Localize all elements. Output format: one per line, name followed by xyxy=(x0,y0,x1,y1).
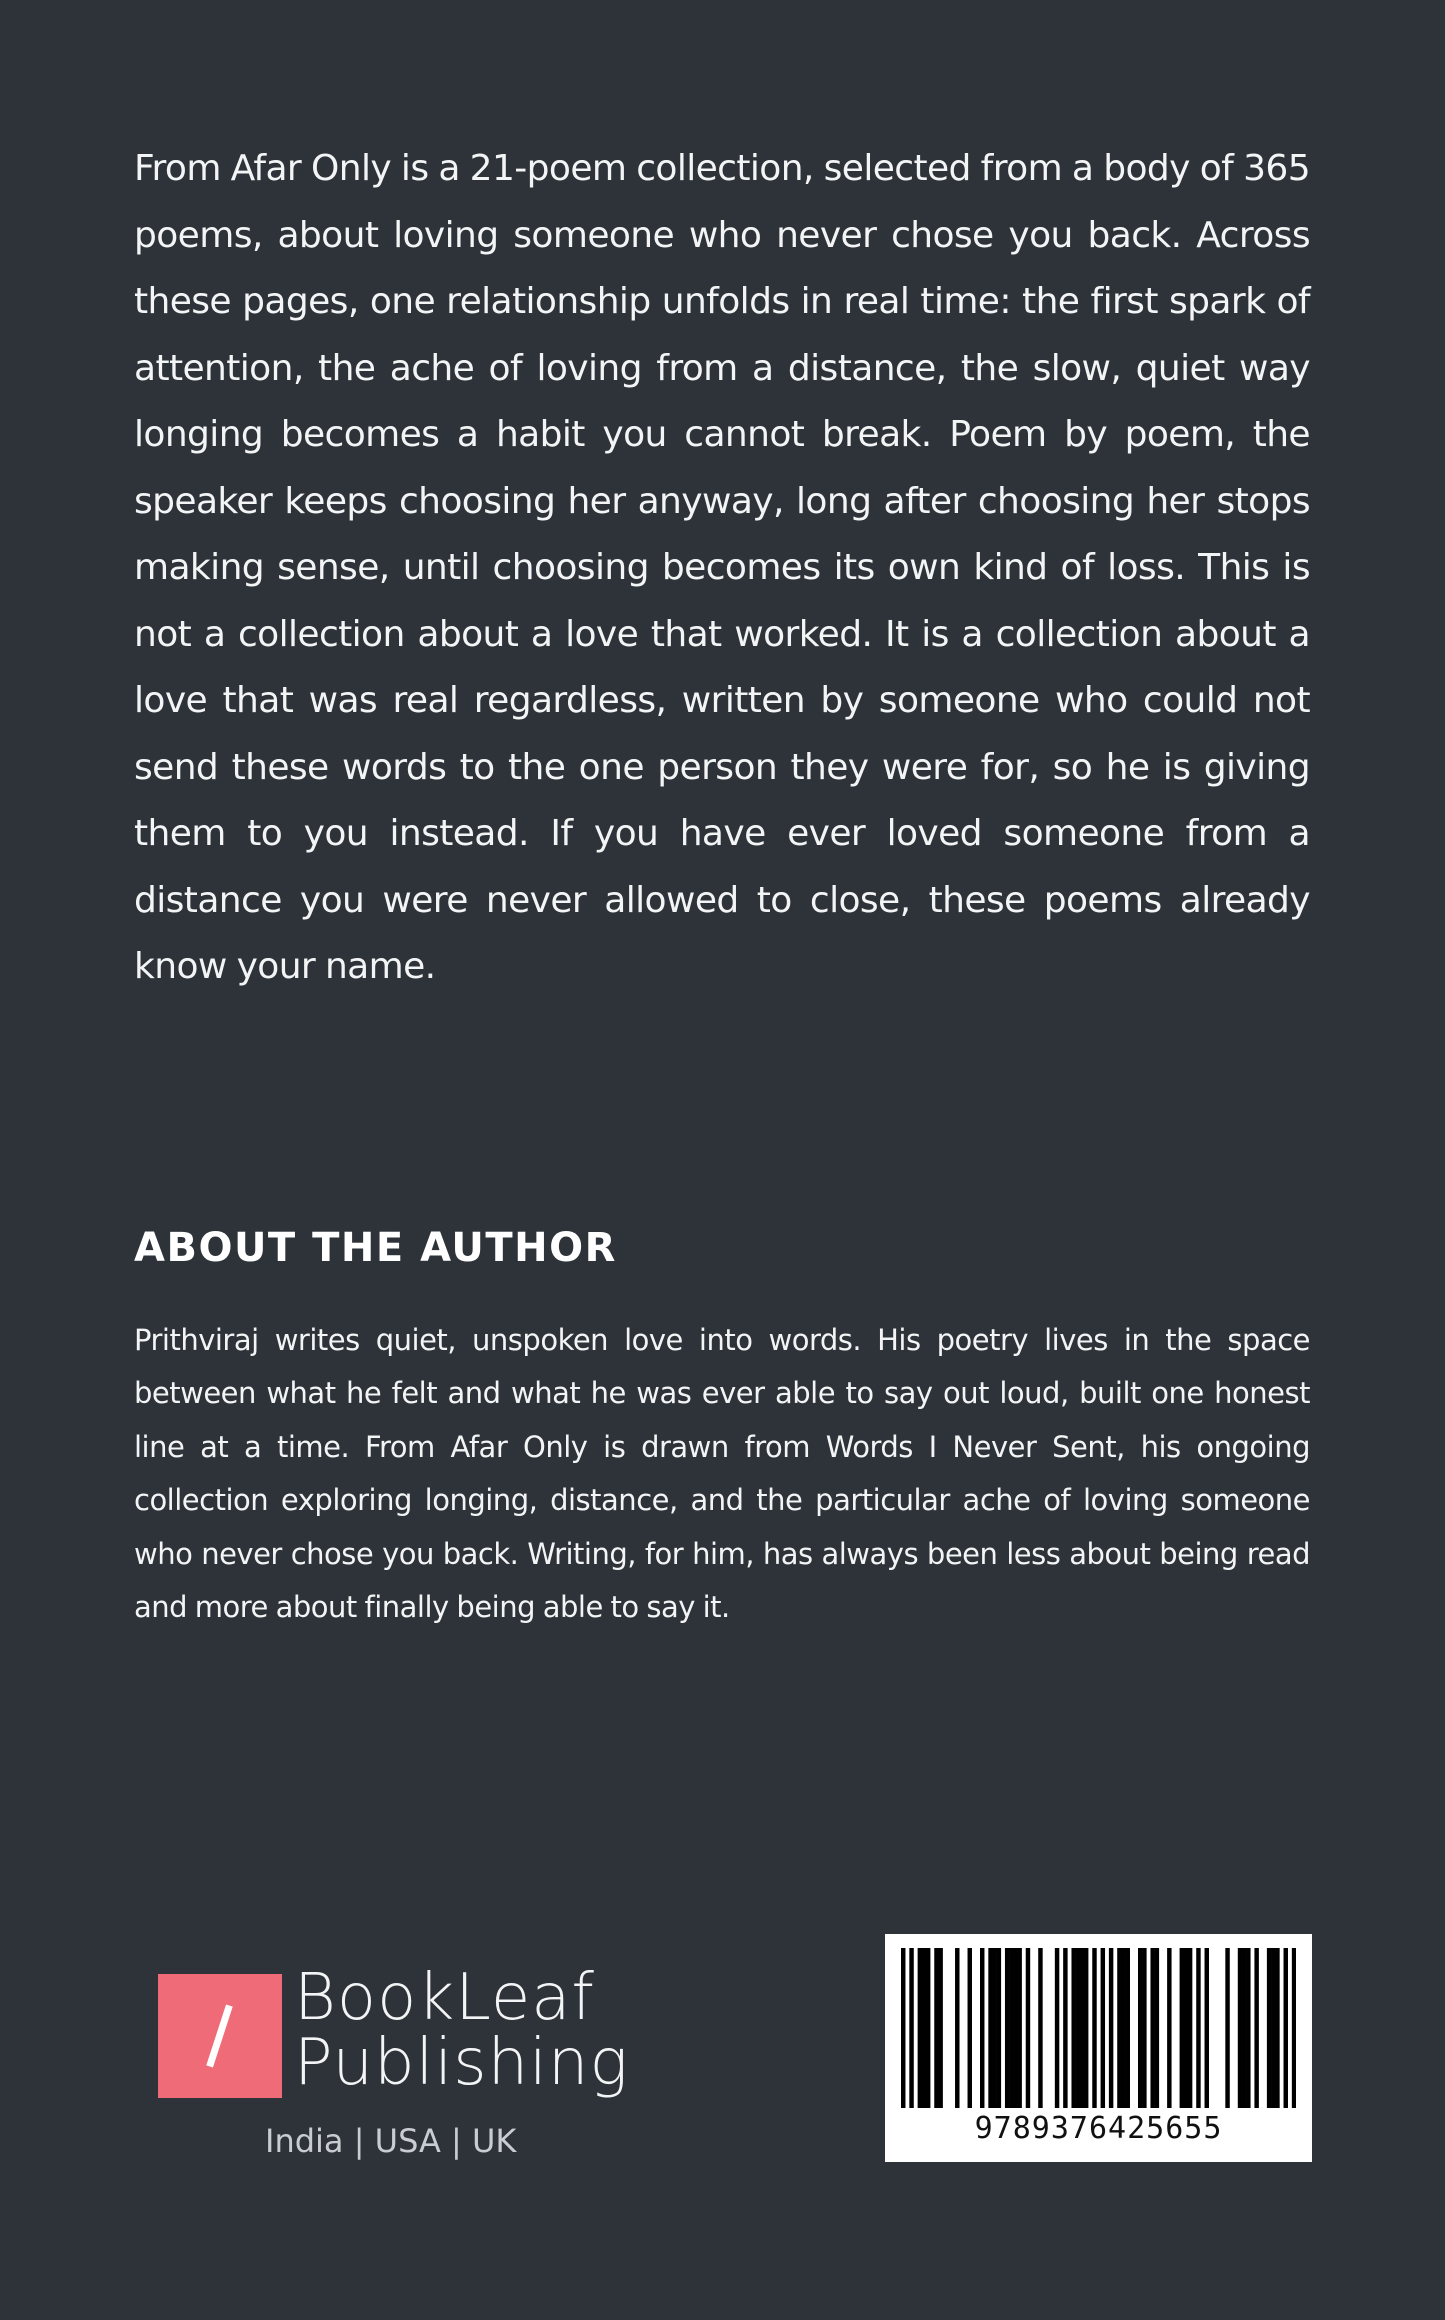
book-blurb: From Afar Only is a 21-poem collection, selected from a body of 365 poems, about loving someone who never chose you back. Across these pages, one relationship unfolds in real time: the first spark of attention, the ache of loving from a distance, the slow, quiet way longing becomes a habit you cannot break. Poem by poem, the speaker keeps choosing her anyway, long after choosing her stops making sense, until choosing becomes its own kind of loss. This is not a collection about a love that worked. It is a collection about a love that was real regardless, written by someone who could not send these words to the one person they were for, so he is giving them to you instead. If you have ever loved someone from a distance you were never allowed to close, these poems already know your name. xyxy=(134,148,1310,987)
isbn-barcode xyxy=(885,1934,1312,2162)
barcode-bar xyxy=(901,1948,905,2108)
barcode-bar xyxy=(1063,1948,1067,2108)
barcode-bar xyxy=(1284,1948,1288,2108)
barcode-bar xyxy=(992,1948,996,2108)
barcode-bar xyxy=(1026,1948,1030,2108)
barcode-bar xyxy=(1055,1948,1059,2108)
barcode-bar xyxy=(1254,1948,1258,2108)
barcode-bar xyxy=(968,1948,972,2108)
publisher-logo xyxy=(158,1960,629,2120)
barcode-bar xyxy=(909,1948,913,2108)
barcode-bar xyxy=(988,1948,992,2108)
barcode-bar xyxy=(918,1948,922,2108)
barcode-bar xyxy=(1184,1948,1188,2108)
barcode-bar xyxy=(1084,1948,1088,2108)
barcode-bar xyxy=(1080,1948,1084,2108)
barcode-bar xyxy=(997,1948,1001,2108)
logo-mark xyxy=(158,1974,282,2098)
publisher-name-line2: Publishing xyxy=(294,2026,629,2100)
barcode-bar xyxy=(1013,1948,1017,2108)
about-author-heading: ABOUT THE AUTHOR xyxy=(134,1225,617,1271)
barcode-bars xyxy=(901,1948,1296,2108)
barcode-bar xyxy=(1196,1948,1200,2108)
barcode-bar xyxy=(980,1948,984,2108)
about-author-text: Prithviraj writes quiet, unspoken love into words. His poetry lives in the space between what he felt and what he was ever able to say out loud, built one honest line at a time. From Afar Only is drawn from Words I Never Sent, his ongoing collection exploring longing, distance, and the particular ache of loving someone who never chose you back. Writing, for him, has always been less about being read and more about finally being able to say it. xyxy=(134,1323,1310,1625)
publisher-regions: India | USA | UK xyxy=(265,2122,517,2160)
barcode-bar xyxy=(1126,1948,1130,2108)
barcode-bar xyxy=(1009,1948,1013,2108)
barcode-bar xyxy=(1142,1948,1146,2108)
barcode-bar xyxy=(1275,1948,1279,2108)
publisher-name-line1: BookLeaf xyxy=(294,1961,595,2035)
barcode-bar xyxy=(1092,1948,1096,2108)
barcode-bar xyxy=(1109,1948,1113,2108)
barcode-bar xyxy=(1071,1948,1075,2108)
barcode-bar xyxy=(1117,1948,1121,2108)
barcode-bar xyxy=(1150,1948,1154,2108)
barcode-bar xyxy=(1017,1948,1021,2108)
barcode-bar xyxy=(1238,1948,1242,2108)
barcode-bar xyxy=(1188,1948,1192,2108)
barcode-bar xyxy=(922,1948,926,2108)
barcode-bar xyxy=(1005,1948,1009,2108)
isbn-number: 9789376425655 xyxy=(974,2111,1223,2146)
barcode-bar xyxy=(1242,1948,1246,2108)
barcode-bar xyxy=(1292,1948,1296,2108)
barcode-bar xyxy=(1205,1948,1209,2108)
slash-icon xyxy=(206,2004,232,2067)
barcode-bar xyxy=(938,1948,942,2108)
barcode-bar xyxy=(926,1948,930,2108)
barcode-bar xyxy=(1138,1948,1142,2108)
barcode-bar xyxy=(1271,1948,1275,2108)
barcode-bar xyxy=(1180,1948,1184,2108)
barcode-bar xyxy=(1155,1948,1159,2108)
barcode-bar xyxy=(1167,1948,1171,2108)
barcode-bar xyxy=(955,1948,959,2108)
barcode-bar xyxy=(1101,1948,1105,2108)
barcode-bar xyxy=(934,1948,938,2108)
barcode-bar xyxy=(1121,1948,1125,2108)
barcode-bar xyxy=(1225,1948,1229,2108)
barcode-bar xyxy=(1246,1948,1250,2108)
barcode-bar xyxy=(1267,1948,1271,2108)
barcode-bar xyxy=(1038,1948,1042,2108)
barcode-bar xyxy=(1076,1948,1080,2108)
